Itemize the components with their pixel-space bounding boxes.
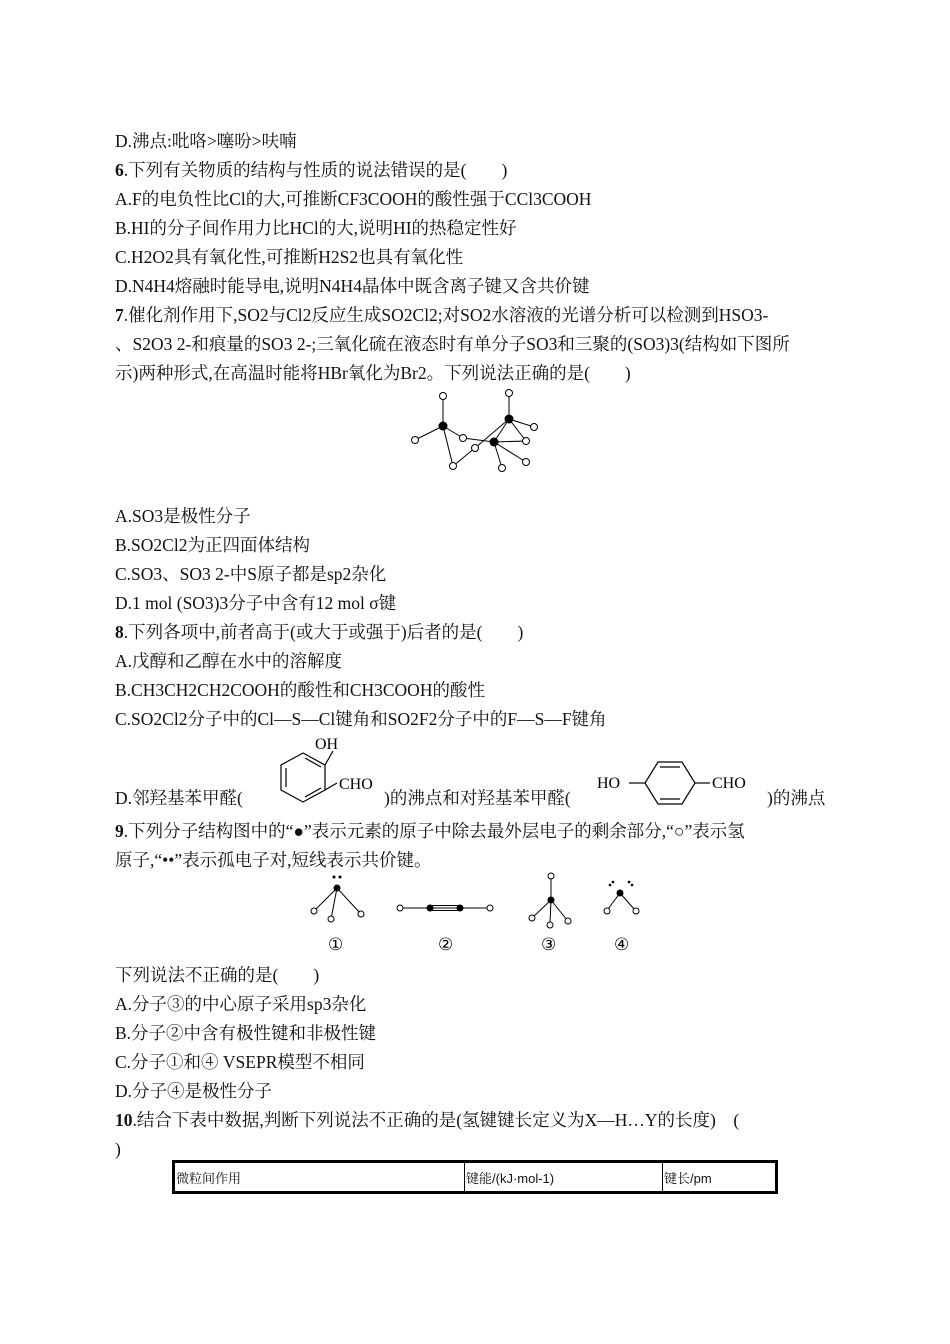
q9-option-a: A.分子③的中心原子采用sp3杂化 (115, 994, 367, 1014)
bond-data-table (172, 1160, 778, 1194)
para-hydroxybenzaldehyde-structure (595, 756, 765, 808)
q6-option-d: D.N4H4熔融时能导电,说明N4H4晶体中既含离子键又含共价键 (115, 276, 590, 296)
question-7-stem-line2: 、S2O3 2-和痕量的SO3 2-;三氧化硫在液态时有单分子SO3和三聚的(SO3)3(结构如下图所 (115, 334, 790, 354)
molecule-1-label: ① (328, 935, 344, 954)
cho-label: CHO (712, 775, 746, 792)
ortho-hydroxybenzaldehyde-structure (255, 733, 385, 813)
molecule-4-label: ④ (614, 935, 630, 954)
q8-option-d-part3: )的沸点 (767, 788, 826, 808)
q7-option-d: D.1 mol (SO3)3分子中含有12 mol σ键 (115, 593, 397, 613)
table-header-cell: 微粒间作用 (174, 1162, 465, 1193)
q6-option-a: A.F的电负性比Cl的大,可推断CF3COOH的酸性强于CCl3COOH (115, 189, 592, 209)
q8-option-d-part2: )的沸点和对羟基苯甲醛( (384, 788, 571, 808)
q9-option-d: D.分子④是极性分子 (115, 1081, 273, 1101)
q7-option-a: A.SO3是极性分子 (115, 506, 251, 526)
q8-option-a: A.戊醇和乙醇在水中的溶解度 (115, 651, 343, 671)
option-line: D.沸点:吡咯>噻吩>呋喃 (115, 131, 297, 151)
molecule-3-label: ③ (541, 935, 557, 954)
so3-trimer-structure (405, 388, 545, 478)
q7-option-b: B.SO2Cl2为正四面体结构 (115, 535, 310, 555)
q6-option-c: C.H2O2具有氧化性,可推断H2S2也具有氧化性 (115, 247, 464, 267)
question-10-stem: 10.结合下表中数据,判断下列说法不正确的是(氢键键长定义为X—H…Y的长度) ( (115, 1110, 740, 1130)
question-9-stem-line2: 原子,“••”表示孤电子对,短线表示共价键。 (115, 850, 432, 870)
q8-option-b: B.CH3CH2CH2COOH的酸性和CH3COOH的酸性 (115, 680, 485, 700)
ho-label: HO (597, 775, 621, 792)
question-7-stem-line3: 示)两种形式,在高温时能将HBr氧化为Br2。下列说法正确的是( ) (115, 363, 631, 383)
q7-option-c: C.SO3、SO3 2-中S原子都是sp2杂化 (115, 564, 387, 584)
question-9-stem: 9.下列分子结构图中的“●”表示元素的原子中除去最外层电子的剩余部分,“○”表示氢 (115, 821, 745, 841)
q8-option-d-part1: D.邻羟基苯甲醛( (115, 788, 243, 808)
molecule-2-label: ② (438, 935, 454, 954)
q8-option-c: C.SO2Cl2分子中的Cl—S—Cl键角和SO2F2分子中的F—S—F键角 (115, 709, 607, 729)
question-10-stem-line2: ) (115, 1139, 121, 1159)
q9-option-c: C.分子①和④ VSEPR模型不相同 (115, 1052, 365, 1072)
cho-label: CHO (339, 776, 373, 793)
question-9-sub-stem: 下列说法不正确的是( ) (115, 965, 320, 985)
molecule-diagrams (300, 870, 660, 960)
oh-label: OH (315, 736, 339, 753)
question-8-stem: 8.下列各项中,前者高于(或大于或强于)后者的是( ) (115, 622, 524, 642)
q9-option-b: B.分子②中含有极性键和非极性键 (115, 1023, 377, 1043)
question-7-stem: 7.催化剂作用下,SO2与Cl2反应生成SO2Cl2;对SO2水溶液的光谱分析可以检测到HSO3- (115, 305, 769, 325)
question-6-stem: 6.下列有关物质的结构与性质的说法错误的是( ) (115, 160, 508, 180)
table-header-cell: 键能/(kJ·mol-1) (465, 1162, 663, 1193)
table-header-cell: 键长/pm (663, 1162, 777, 1193)
q6-option-b: B.HI的分子间作用力比HCl的大,说明HI的热稳定性好 (115, 218, 517, 238)
table-header-row (174, 1162, 777, 1193)
